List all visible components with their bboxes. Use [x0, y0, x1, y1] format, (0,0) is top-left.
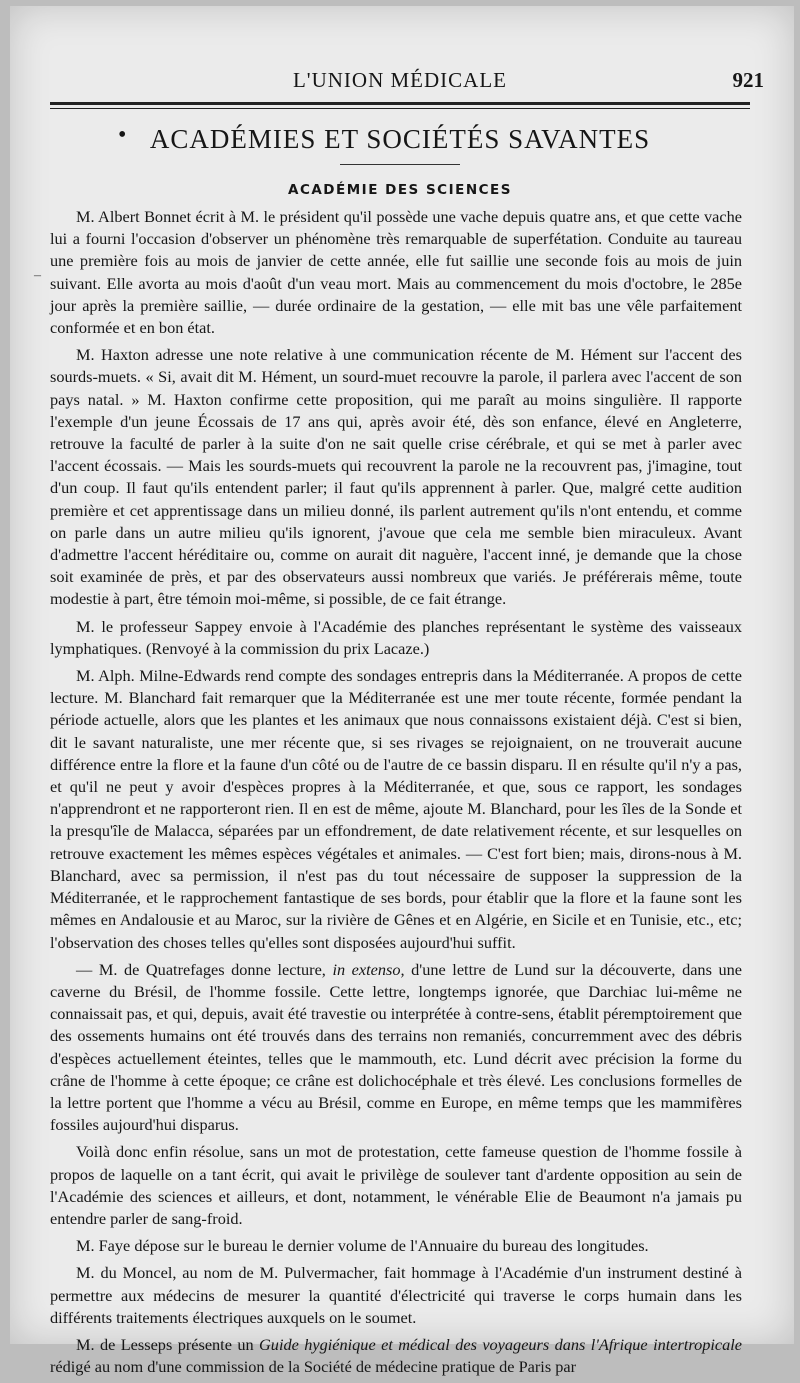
section-divider [340, 164, 460, 165]
page-number: 921 [732, 68, 764, 92]
paragraph [50, 959, 742, 1137]
header-rule-thick [50, 102, 750, 105]
paragraph-text: M. de Lesseps présente un [76, 1334, 260, 1354]
running-title: L'UNION MÉDICALE [292, 68, 507, 92]
paragraph-text: — M. de Quatrefages donne lecture, [76, 959, 333, 979]
paragraph: M. Alph. Milne-Edwards rend compte des sondages entrepris dans la Méditerranée. A propos de cette lecture. M. Blanchard fait remarquer que la Méditerranée est une mer toute récente, formée pendant la période actuelle, alors que les plantes et les animaux que nous connaissons existaient déjà. C'est si bien, dit le savant naturaliste, une mer récente que, si ses rivages se rejoignaient, on ne trouverait aucune différence entre la flore et la faune d'un côté ou de l'autre de ce bassin disparu. Il en résulte qu'il n'y a pas, et qu'il ne peut y avoir d'espèces propres à la Méditerranée, et que, sous ce rapport, les sondages n'apprendront et ne rapporteront rien. Il en est de même, ajoute M. Blanchard, pour les îles de la Sonde et la presqu'île de Malacca, séparées par un effondrement, de date relativement récente, et sur lesquelles on retrouve exactement les mêmes espèces végétales et animales. — C'est fort bien; mais, dirons-nous à M. Blanchard, avec sa permission, il n'est pas du tout nécessaire de supposer la suppression de la Méditerranée, et le rapprochement fantastique de ses bords, pour établir que la flore et la faune sont les mêmes en Andalousie et au Maroc, sur la rivière de Gênes et en Algérie, en Sicile et en Tunisie, etc., etc; l'observation des choses telles qu'elles sont disposées aujourd'hui suffit. [50, 666, 742, 952]
section-title: ACADÉMIES ET SOCIÉTÉS SAVANTES [149, 124, 651, 154]
paragraph [50, 1334, 742, 1378]
paragraph: M. Haxton adresse une note relative à une communication récente de M. Hément sur l'accent des sourds-muets. « Si, avait dit M. Hément, un sourd-muet recouvre la parole, il parlera avec l'accent de son pays natal. » M. Haxton confirme cette proposition, qui me paraît au moins singulière. Il rapporte l'exemple d'un jeune Écossais de 17 ans qui, après avoir été, dès son enfance, élevé en Angleterre, retrouve la faculté de parler à la suite d'on ne sait quelle crise cérébrale, et qui se met à parler avec l'accent écossais. — Mais les sourds-muets qui recouvrent la parole ne la recouvrent pas, j'imagine, tout d'un coup. Il faut qu'ils entendent parler; il faut qu'ils apprennent à parler. Que, malgré cette audition première et cet apprentissage dans un milieu donné, ils parlent autrement qu'ils n'ont entendu, et comme on parle dans un autre milieu qu'ils ignorent, j'avoue que cela me semble bien miraculeux. Avant d'admettre l'accent héréditaire ou, comme on aurait dit naguère, l'accent inné, je demande que la chose soit examinée de près, et par des observateurs aussi nombreux que variés. Je préférerais même, toute modestie à part, être témoin moi-même, si possible, de ce fait étrange. [50, 345, 742, 609]
newspaper-page [10, 6, 794, 1377]
paragraph-text: rédigé au nom d'une commission de la Société de médecine pratique de Paris par [50, 1357, 577, 1377]
section-bullet: • [118, 122, 127, 148]
header-rule-thin [50, 108, 750, 109]
article-body [50, 206, 742, 1383]
margin-mark: – [34, 268, 41, 283]
paragraph-text: d'une lettre de Lund sur la découverte, dans une caverne du Brésil, de l'homme fossile. Cette lettre, longtemps ignorée, que Darchiac lui-même ne connaissait pas, et qui, depuis, avait été travestie ou interprétée à contre-sens, établit péremptoirement que des ossements humains ont été trouvés dans des terrains non remaniés, concurremment avec des débris d'espèces actuellement éteintes, telles que le mammouth, etc. Lund décrit avec précision la forme du crâne de l'homme à cette époque; ce crâne est dolichocéphale et très élevé. Les conclusions formelles de la lettre portent que l'homme a vécu au Brésil, comme en Europe, en même temps que les mammifères fossiles aujourd'hui disparus. [50, 959, 742, 1135]
page-header [50, 68, 764, 98]
paragraph: M. du Moncel, au nom de M. Pulvermacher, fait hommage à l'Académie d'un instrument destiné à permettre aux médecins de mesurer la quantité d'électricité qui traverse le corps humain dans les différents traitements électriques auxquels on le soumet. [50, 1263, 742, 1327]
paragraph: Voilà donc enfin résolue, sans un mot de protestation, cette fameuse question de l'homme fossile à propos de laquelle on a tant écrit, qui avait le privilège de soulever tant d'ardente opposition au sein de l'Académie des sciences et ailleurs, et dont, notamment, le vénérable Elie de Beaumont n'a jamais pu entendre parler de sang-froid. [50, 1142, 742, 1228]
paragraph-italic: in extenso, [332, 959, 405, 979]
paragraph: M. Albert Bonnet écrit à M. le président qu'il possède une vache depuis quatre ans, et que cette vache lui a fourni l'occasion d'observer un phénomène très remarquable de superfétation. Conduite au taureau une première fois au mois de janvier de cette année, elle fut saillie une seconde fois au mois de juin suivant. Elle avorta au mois d'août d'un veau mort. Mais au commencement du mois d'octobre, le 285e jour après la première saillie, — durée ordinaire de la gestation, — elle mit bas une vêle parfaitement conformée et en bon état. [50, 207, 742, 338]
paragraph: M. le professeur Sappey envoie à l'Académie des planches représentant le système des vaisseaux lymphatiques. (Renvoyé à la commission du prix Lacaze.) [50, 616, 742, 658]
paragraph-italic: Guide hygiénique et médical des voyageurs dans l'Afrique intertropicale [259, 1334, 742, 1354]
paragraph: M. Faye dépose sur le bureau le dernier volume de l'Annuaire du bureau des longitudes. [76, 1236, 649, 1256]
subsection-title: ACADÉMIE DES SCIENCES [288, 182, 512, 198]
